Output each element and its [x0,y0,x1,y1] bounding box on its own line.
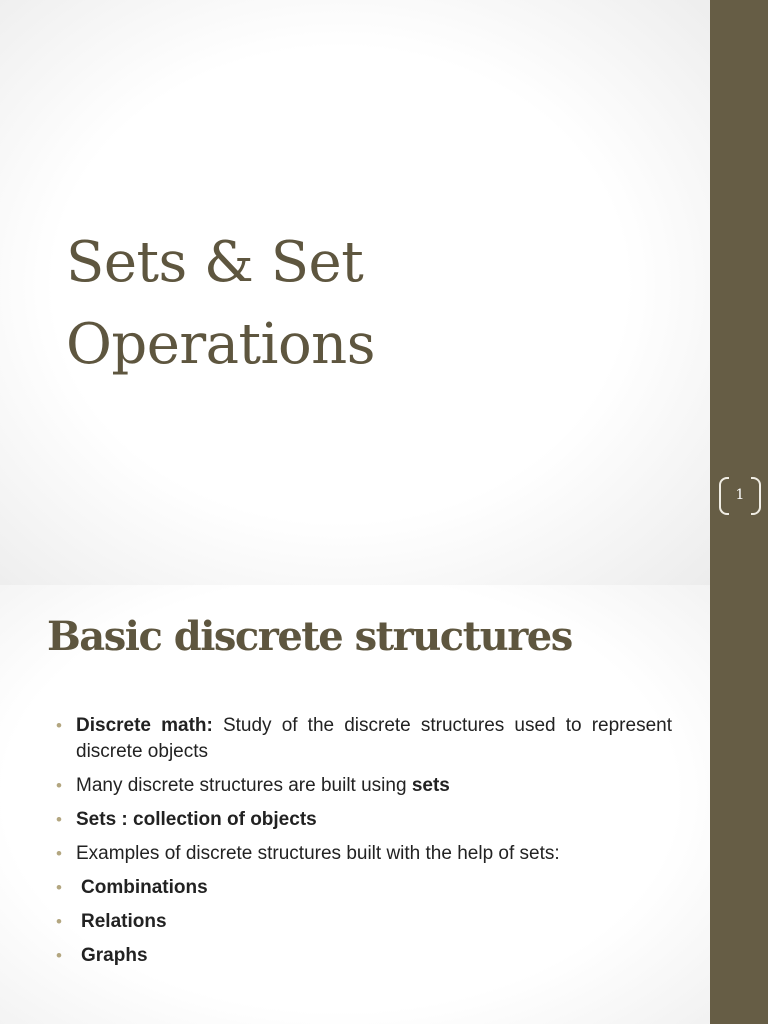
list-item [56,841,672,867]
slide-heading: Basic discrete structures [47,613,572,660]
bracket-left-icon [719,477,729,515]
list-item [56,875,672,901]
list-item [56,713,672,765]
bullet-text: Study of the discrete structures used to represent discrete objects [76,715,672,762]
bullet-list [56,713,672,977]
bullet-bold: Sets : collection of objects [76,809,317,830]
list-item [56,807,672,833]
bracket-right-icon [751,477,761,515]
page-number-badge [717,475,763,515]
list-item [56,773,672,799]
list-item [56,943,672,969]
slide-sidebar [710,0,768,585]
content-slide [0,585,768,1024]
bullet-text: Examples of discrete structures built with the help of sets: [76,843,560,864]
slide-sidebar [710,585,768,1024]
bullet-text: Many discrete structures are built using [76,775,412,796]
bullet-bold: Combinations [81,877,208,898]
bullet-bold: Relations [81,911,167,932]
bullet-bold: Graphs [81,945,148,966]
page-number: 1 [735,487,745,503]
list-item [56,909,672,935]
bullet-bold: Discrete math: [76,715,213,736]
bullet-bold: sets [411,775,450,796]
slide-title: Sets & Set Operations [66,230,375,377]
